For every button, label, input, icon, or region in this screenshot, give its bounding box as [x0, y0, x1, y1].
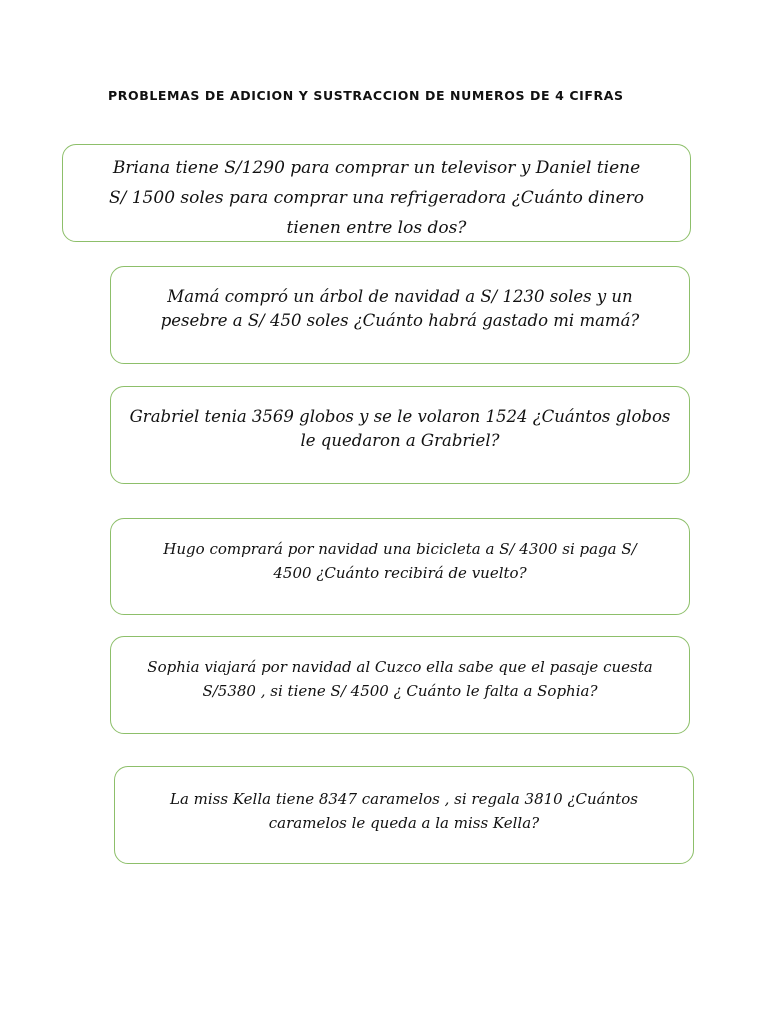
problem-text-4: Hugo comprará por navidad una bicicleta a S/ 4300 si paga S/ 4500 ¿Cuánto recibirá de vuelto? — [163, 540, 637, 582]
problem-text-3: Grabriel tenia 3569 globos y se le volaron 1524 ¿Cuántos globos le quedaron a Grabriel? — [129, 407, 671, 450]
problem-box-5 — [110, 636, 690, 734]
problem-text-2: Mamá compró un árbol de navidad a S/ 1230 soles y un pesebre a S/ 450 soles ¿Cuánto habrá gastado mi mamá? — [160, 287, 640, 330]
problem-box-3 — [110, 386, 690, 484]
problem-text-1: Briana tiene S/1290 para comprar un televisor y Daniel tiene S/ 1500 soles para comprar una refrigeradora ¿Cuánto dinero tienen entre los dos? — [108, 158, 645, 238]
problem-box-6 — [114, 766, 694, 864]
problem-box-2 — [110, 266, 690, 364]
problem-box-1 — [62, 144, 691, 242]
problem-text-5: Sophia viajará por navidad al Cuzco ella sabe que el pasaje cuesta S/5380 , si tiene S/ 4500 ¿ Cuánto le falta a Sophia? — [147, 658, 653, 700]
problem-text-6: La miss Kella tiene 8347 caramelos , si regala 3810 ¿Cuántos caramelos le queda a la miss Kella? — [169, 790, 639, 832]
page-title: PROBLEMAS DE ADICION Y SUSTRACCION DE NUMEROS DE 4 CIFRAS — [108, 88, 624, 103]
problem-box-4 — [110, 518, 690, 615]
